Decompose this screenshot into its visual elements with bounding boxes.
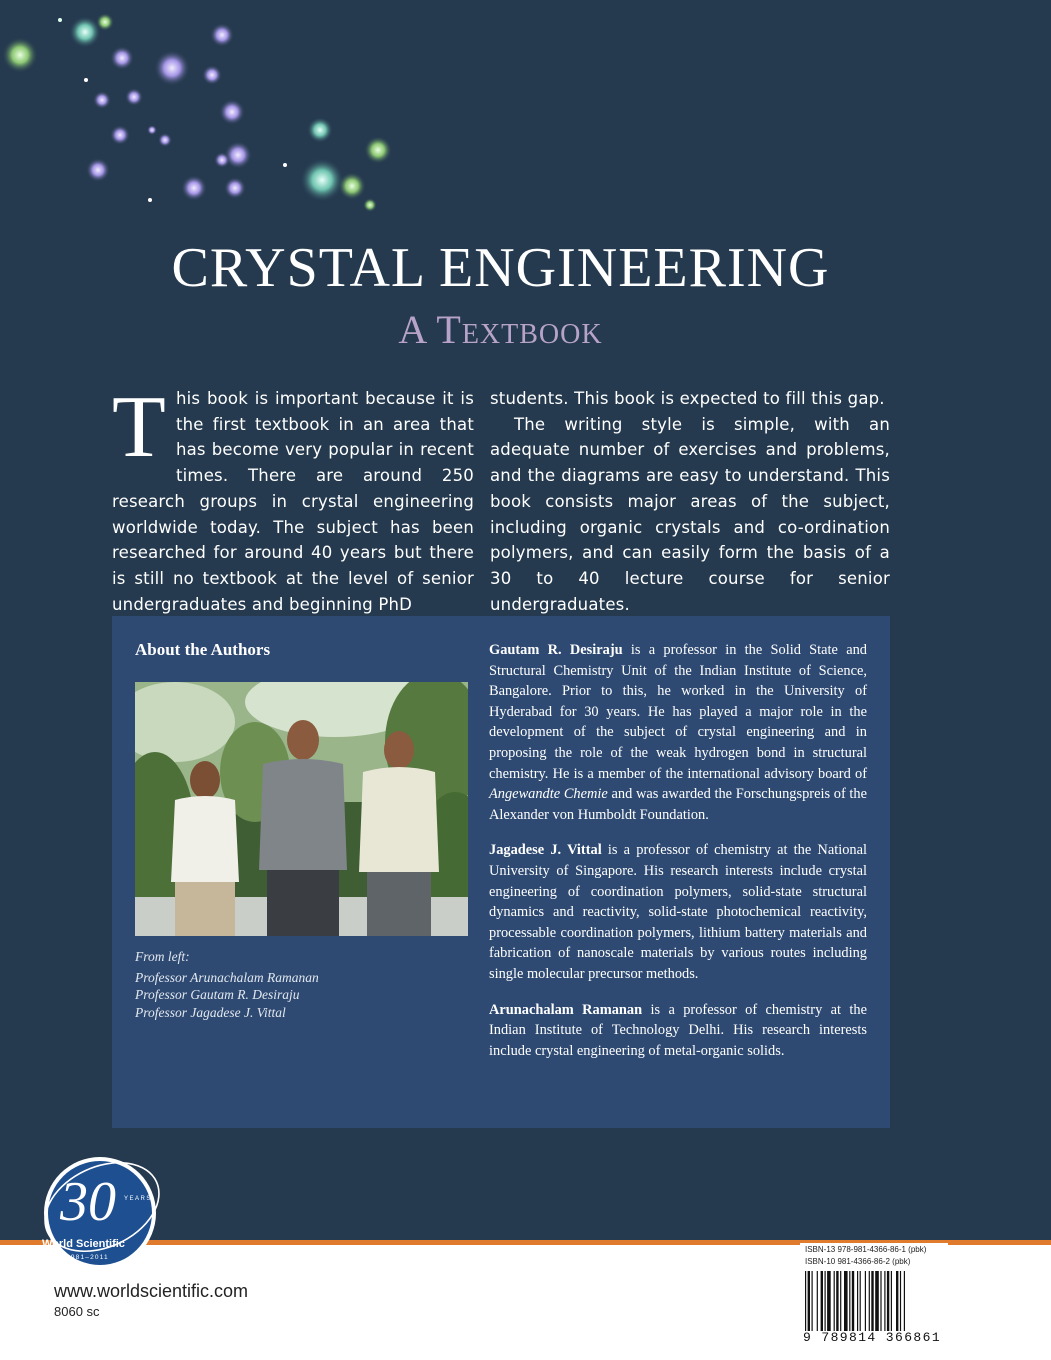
barcode-bar bbox=[849, 1271, 850, 1331]
publisher-url: www.worldscientific.com bbox=[54, 1281, 249, 1301]
caption-line: Professor Arunachalam Ramanan bbox=[135, 969, 319, 985]
bio-text: and was awarded the Forschungspreis of the Alexander von Humboldt Foundation. bbox=[489, 786, 868, 823]
barcode-bar bbox=[896, 1271, 898, 1331]
author-name: Gautam R. Desiraju bbox=[489, 642, 623, 658]
book-title: CRYSTAL ENGINEERING bbox=[171, 237, 830, 299]
bio-text: is a professor of chemistry at the National University of Singapore. His research interests include crystal engineering of coordination polymers, solid-state structural dynamics and reactivity, solid-state photochemical reactivity, processable coordination polymers, lithium battery materials and fabrication of nanoscale materials by various routes including single molecular precursor methods. bbox=[489, 842, 867, 982]
blurb-column-right bbox=[490, 386, 890, 617]
authors-heading: About the Authors bbox=[135, 640, 271, 659]
barcode-bar bbox=[875, 1271, 879, 1331]
barcode-bar bbox=[884, 1271, 885, 1331]
logo-years: YEARS bbox=[124, 1196, 152, 1202]
barcode-bar bbox=[836, 1271, 838, 1331]
bio-text: is a professor of chemistry at the Indian Institute of Technology Delhi. His research interests include crystal engineering of metal-organic solids. bbox=[489, 1001, 867, 1059]
isbn-13: ISBN-13 978-981-4366-86-1 (pbk) bbox=[805, 1245, 927, 1254]
drop-cap: T bbox=[112, 379, 166, 476]
author-bio-ramanan bbox=[489, 1000, 867, 1062]
barcode-bar bbox=[900, 1271, 901, 1331]
author-bio-vittal bbox=[489, 840, 867, 984]
barcode-bar bbox=[817, 1271, 818, 1331]
barcode-bar bbox=[860, 1271, 861, 1331]
catalog-code: 8060 sc bbox=[54, 1304, 100, 1319]
author-bios bbox=[489, 640, 867, 1076]
barcode-bar bbox=[808, 1271, 810, 1331]
barcode-bar bbox=[827, 1271, 831, 1331]
barcode-bar bbox=[891, 1271, 892, 1331]
isbn-barcode bbox=[800, 1243, 948, 1347]
caption-line: Professor Gautam R. Desiraju bbox=[135, 987, 300, 1002]
blurb-paragraph-1: students. This book is expected to fill this gap. bbox=[490, 389, 885, 408]
isbn-10: ISBN-10 981-4366-86-2 (pbk) bbox=[805, 1257, 911, 1266]
barcode-bar bbox=[852, 1271, 854, 1331]
barcode-bar bbox=[834, 1271, 835, 1331]
blurb-column-left bbox=[112, 379, 474, 617]
logo-years-range: 1981–2011 bbox=[66, 1254, 109, 1261]
logo-number: 30 bbox=[60, 1171, 116, 1233]
photo-caption bbox=[135, 948, 465, 1021]
author-name: Arunachalam Ramanan bbox=[489, 1001, 643, 1018]
barcode-bar bbox=[825, 1271, 826, 1331]
barcode-digits: 9 789814 366861 bbox=[803, 1330, 942, 1345]
journal-name: Angewandte Chemie bbox=[489, 786, 608, 803]
barcode-bar bbox=[880, 1271, 881, 1331]
authors-photo bbox=[135, 682, 468, 936]
barcode-bar bbox=[887, 1271, 889, 1331]
author-name: Jagadese J. Vittal bbox=[489, 842, 602, 859]
barcode-bar bbox=[871, 1271, 873, 1331]
bio-text: is a professor in the Solid State and Structural Chemistry Unit of the Indian Institute of Science, Bangalore. Prior to this, he worked in the University of Hyderabad for 30 years. He has played a major role in the development of the subject of crystal engineering and in proposing the role of the weak hydrogen bond in structural chemistry. He is a member of the international advisory board of bbox=[489, 642, 867, 782]
barcode-bar bbox=[904, 1271, 905, 1331]
caption-line: From left: bbox=[135, 949, 190, 964]
barcode-bar bbox=[812, 1271, 813, 1331]
barcode-bar bbox=[865, 1271, 866, 1331]
blurb-paragraph-2: The writing style is simple, with an adequate number of exercises and problems, and the diagrams are easy to understand. This book consists major areas of the subject, including organic crystals and co-ordination polymers, and can easily form the basis of a 30 to 40 lecture course for senior undergraduates. bbox=[490, 414, 890, 614]
book-subtitle: A Textbook bbox=[398, 307, 603, 352]
barcode-bars bbox=[805, 1271, 939, 1331]
world-scientific-30-years-logo bbox=[30, 1155, 165, 1270]
barcode-bar bbox=[821, 1271, 823, 1331]
logo-name: World Scientific bbox=[42, 1238, 125, 1250]
barcode-bar bbox=[805, 1271, 806, 1331]
barcode-bar bbox=[840, 1271, 841, 1331]
barcode-bar bbox=[869, 1271, 870, 1331]
blurb-text-left: his book is important because it is the first textbook in an area that has become very popular in recent times. There are around 250 research groups in crystal engineering worldwide today. The subject has been researched for around 40 years but there is still no textbook at the level of senior undergraduates and beginning PhD bbox=[112, 389, 474, 614]
caption-line: Professor Jagadese J. Vittal bbox=[135, 1004, 286, 1020]
about-authors-panel bbox=[112, 616, 890, 1128]
star-cluster-graphic bbox=[0, 0, 420, 230]
barcode-bar bbox=[844, 1271, 848, 1331]
author-bio-desiraju bbox=[489, 640, 867, 825]
barcode-bar bbox=[857, 1271, 858, 1331]
